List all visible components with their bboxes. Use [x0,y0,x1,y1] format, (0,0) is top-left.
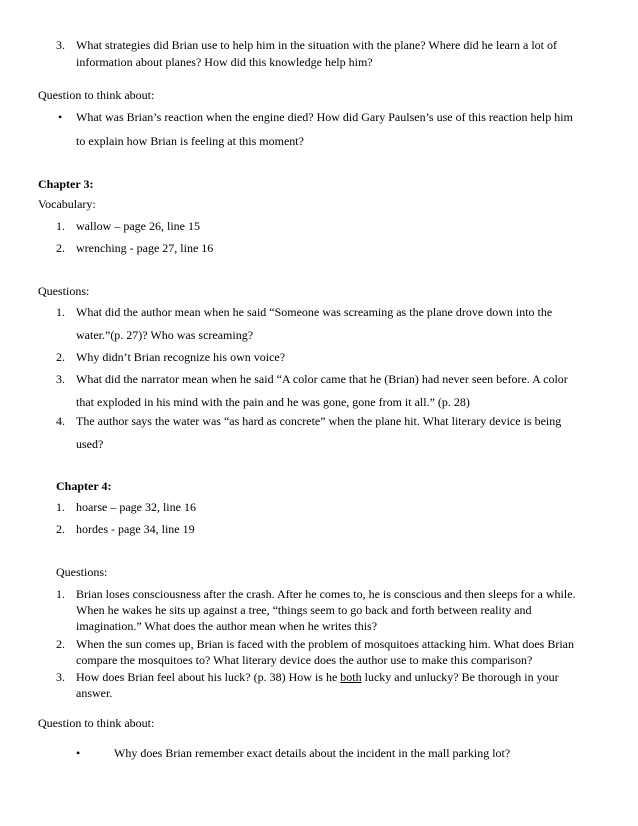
question-text: compare the mosquitoes to? What literary device does the author use to make this comparison? [76,653,533,667]
question-text: that exploded in his mind with the pain and he was gone, gone from it all.” (p. 28) [76,395,470,409]
chapter-heading: Chapter 3: [38,177,94,191]
vocabulary-heading: Vocabulary: [38,197,96,211]
underlined-word: both [340,670,362,684]
questions-heading: Questions: [56,565,108,579]
question-text: What did the author mean when he said “Someone was screaming as the plane drove down into the [76,305,553,319]
question-text: Why didn’t Brian recognize his own voice? [76,350,286,364]
list-number: 3. [56,670,65,684]
question-text: Brian loses consciousness after the crash. After he comes to, he is conscious and then sleeps for a while. [76,587,576,601]
list-number: 2. [56,350,65,364]
list-number: 2. [56,241,65,255]
question-text: When he wakes he sits up against a tree, “things seem to go back and forth between reality and [76,603,532,617]
list-number: 1. [56,305,65,319]
list-number: 2. [56,522,65,536]
think-question-text: What was Brian’s reaction when the engine died? How did Gary Paulsen’s use of this reaction help him [76,110,573,124]
vocab-item: hoarse – page 32, line 16 [76,500,196,514]
list-number: 1. [56,219,65,233]
question-text: water.”(p. 27)? Who was screaming? [76,328,254,342]
question-text: information about planes? How did this knowledge help him? [76,55,373,69]
section-heading: Question to think about: [38,716,155,730]
vocab-item: wrenching - page 27, line 16 [76,241,214,255]
bullet-icon: • [76,746,81,760]
question-text-part: How does Brian feel about his luck? (p. 38) How is he [76,670,341,684]
vocab-item: wallow – page 26, line 15 [76,219,200,233]
think-question-text: to explain how Brian is feeling at this moment? [76,134,304,148]
list-number: 1. [56,500,65,514]
question-text: imagination.” What does the author mean when he writes this? [76,619,378,633]
list-number: 3. [56,38,65,52]
section-heading: Question to think about: [38,88,155,102]
list-number: 2. [56,637,65,651]
think-question-text: Why does Brian remember exact details about the incident in the mall parking lot? [114,746,511,760]
question-text: answer. [76,686,113,700]
question-text: The author says the water was “as hard as concrete” when the plane hit. What literary device is being [76,414,562,428]
question-text: What strategies did Brian use to help him in the situation with the plane? Where did he learn a lot of [76,38,557,52]
chapter-heading: Chapter 4: [56,479,112,493]
question-text [76,670,559,685]
question-text: When the sun comes up, Brian is faced with the problem of mosquitoes attacking him. What does Brian [76,637,574,651]
question-text: What did the narrator mean when he said “A color came that he (Brian) had never seen before. A color [76,372,568,386]
list-number: 3. [56,372,65,386]
vocab-item: hordes - page 34, line 19 [76,522,195,536]
list-number: 4. [56,414,65,428]
bullet-icon: • [58,110,63,124]
question-text: used? [76,437,104,451]
questions-heading: Questions: [38,284,90,298]
question-text-part: lucky and unlucky? Be thorough in your [361,670,559,684]
list-number: 1. [56,587,65,601]
